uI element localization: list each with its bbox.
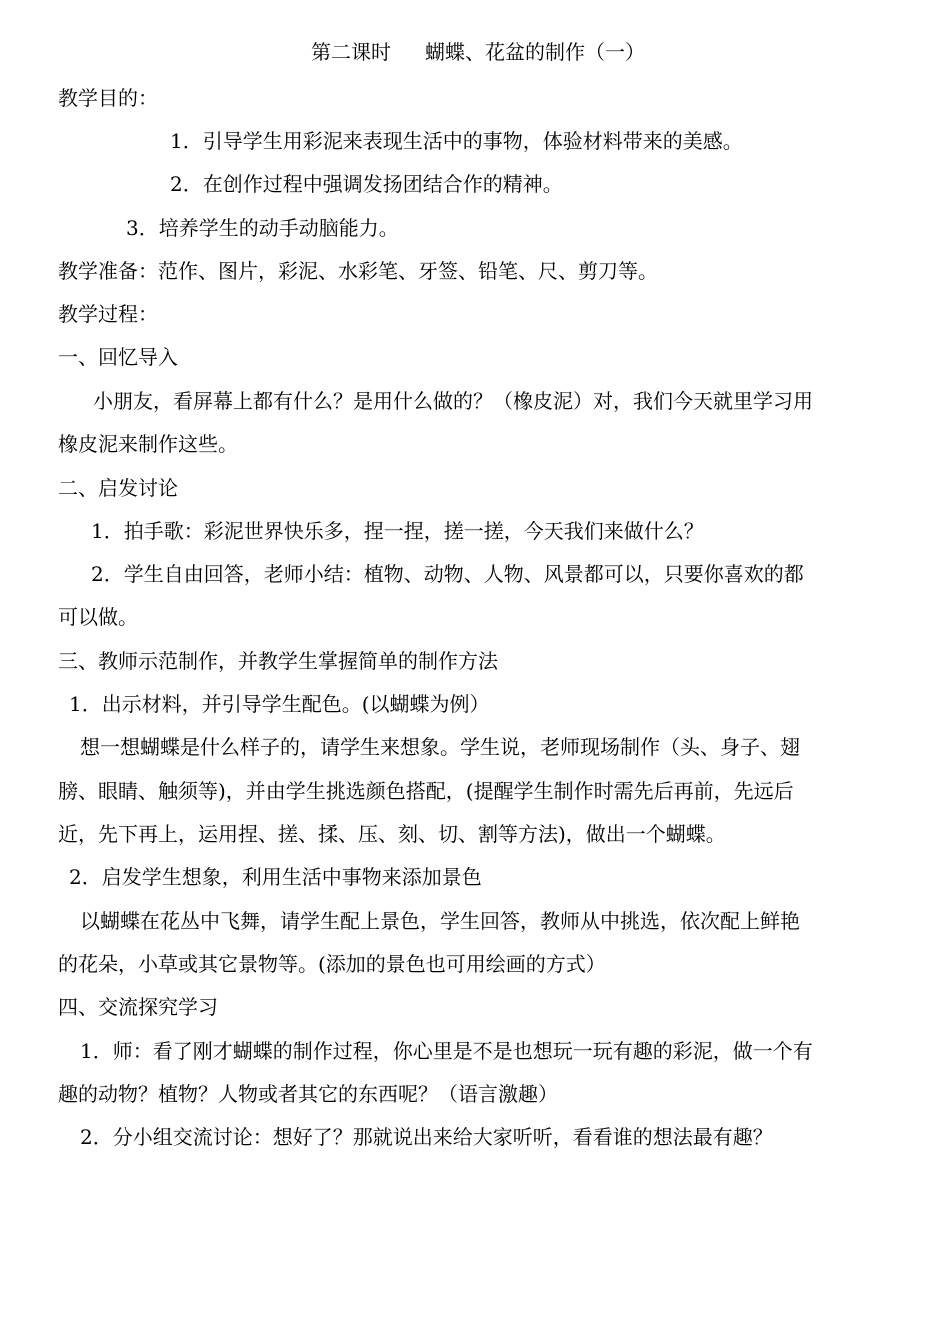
lesson-topic: 蝴蝶、花盆的制作（一） [425, 40, 645, 64]
section-3-line-4: 近，先下再上，运用捏、搓、揉、压、刻、切、割等方法)，做出一个蝴蝶。 [58, 822, 726, 846]
objectives-heading: 教学目的： [58, 86, 158, 110]
section-3-line-7: 的花朵，小草或其它景物等。(添加的景色也可用绘画的方式） [58, 952, 606, 976]
section-3-line-5: 2．启发学生想象，利用生活中事物来添加景色 [69, 865, 482, 889]
page-title [0, 37, 950, 67]
section-2-line-1: 1．拍手歌：彩泥世界快乐多，捏一捏，搓一搓，今天我们来做什么？ [91, 519, 704, 543]
section-heading-1: 一、回忆导入 [58, 345, 178, 369]
objective-item-2: 2．在创作过程中强调发扬团结合作的精神。 [170, 172, 563, 196]
section-3-line-2: 想一想蝴蝶是什么样子的，请学生来想象。学生说，老师现场制作（头、身子、翅 [80, 735, 800, 759]
lesson-label: 第二课时 [311, 40, 391, 64]
section-2-line-3: 可以做。 [58, 605, 138, 629]
section-heading-2: 二、启发讨论 [58, 476, 178, 500]
section-1-line-2: 橡皮泥来制作这些。 [58, 432, 238, 456]
section-heading-4: 四、交流探究学习 [58, 995, 218, 1019]
section-4-line-1: 1．师：看了刚才蝴蝶的制作过程，你心里是不是也想玩一玩有趣的彩泥，做一个有 [80, 1039, 813, 1063]
section-3-line-6: 以蝴蝶在花丛中飞舞，请学生配上景色，学生回答，教师从中挑选，依次配上鲜艳 [80, 909, 800, 933]
objective-item-1: 1．引导学生用彩泥来表现生活中的事物，体验材料带来的美感。 [170, 129, 743, 153]
section-3-line-1: 1．出示材料，并引导学生配色。(以蝴蝶为例） [69, 692, 490, 716]
section-4-line-2: 趣的动物？植物？人物或者其它的东西呢？（语言激趣） [58, 1082, 558, 1106]
section-4-line-3: 2．分小组交流讨论：想好了？那就说出来给大家听听，看看谁的想法最有趣？ [80, 1125, 773, 1149]
preparation-line: 教学准备：范作、图片，彩泥、水彩笔、牙签、铅笔、尺、剪刀等。 [58, 259, 658, 283]
section-heading-3: 三、教师示范制作，并教学生掌握简单的制作方法 [58, 649, 498, 673]
process-heading: 教学过程： [58, 302, 158, 326]
objective-item-3: 3．培养学生的动手动脑能力。 [126, 216, 399, 240]
section-1-line-1: 小朋友，看屏幕上都有什么？是用什么做的？（橡皮泥）对，我们今天就里学习用 [93, 389, 813, 413]
section-2-line-2: 2．学生自由回答，老师小结：植物、动物、人物、风景都可以，只要你喜欢的都 [91, 562, 804, 586]
section-3-line-3: 膀、眼睛、触须等)，并由学生挑选颜色搭配，(提醒学生制作时需先后再前，先远后 [58, 779, 794, 803]
